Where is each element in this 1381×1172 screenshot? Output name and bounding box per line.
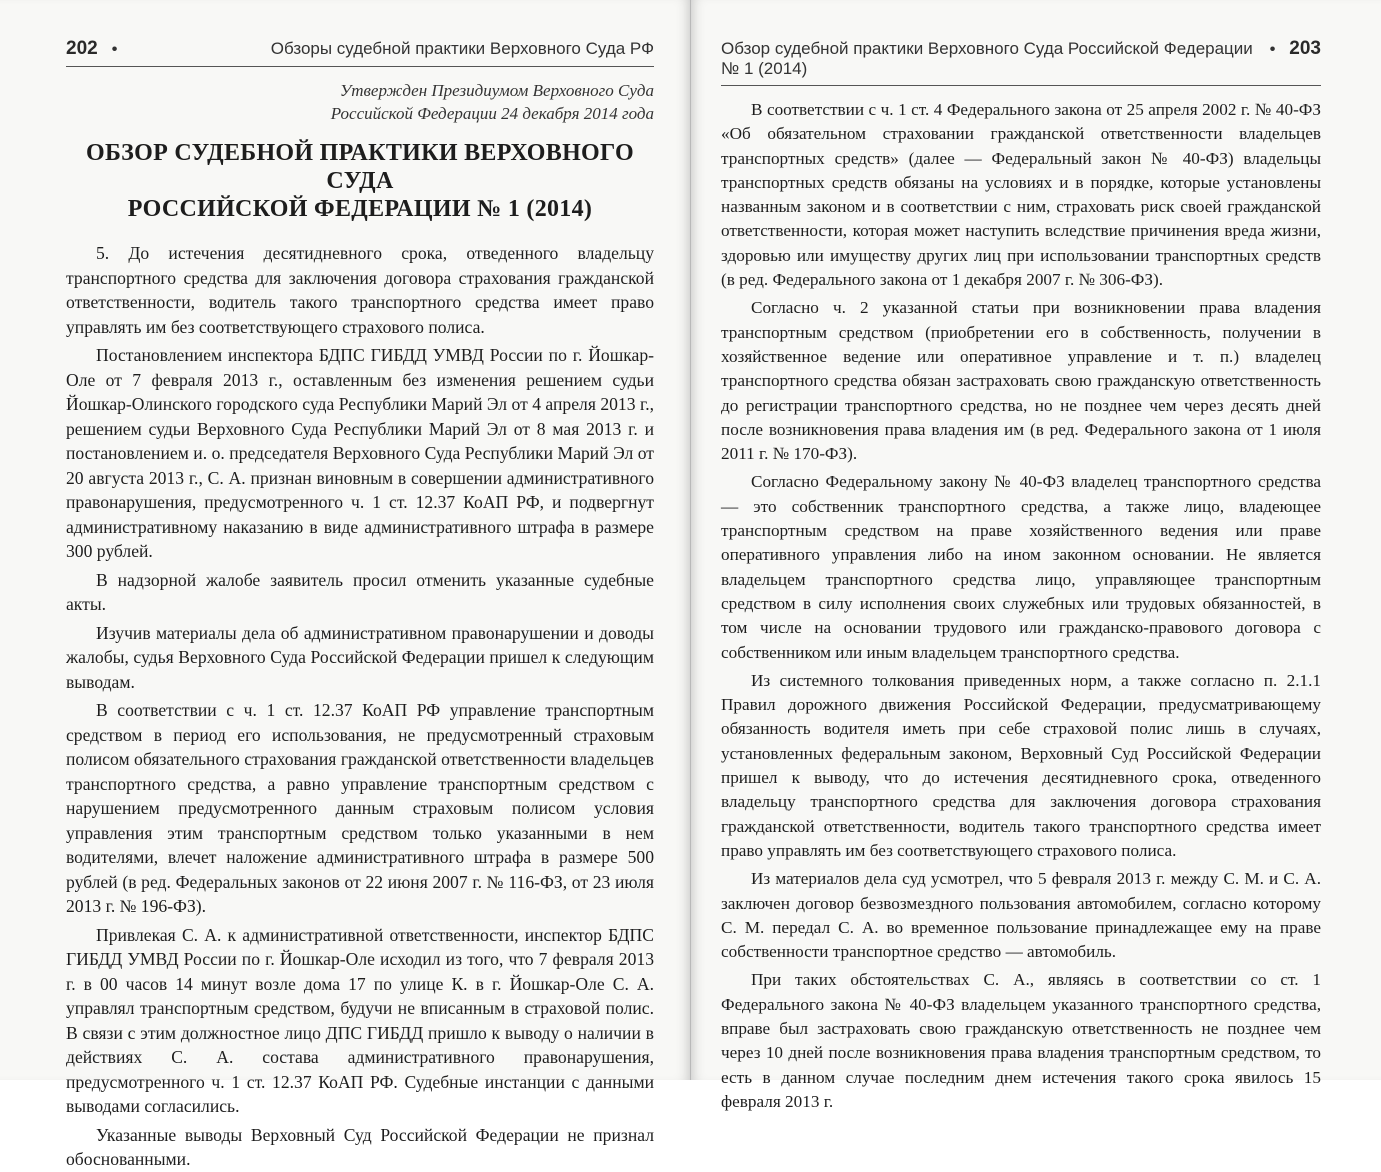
approval-note [66, 79, 654, 125]
paragraph: При таких обстоятельствах С. А., являясь в соответствии со ст. 1 Федерального закона № 40-ФЗ владельцем указанного транспортного средства, вправе был застраховать свою гражданскую ответственность не позднее чем через 10 дней после возникновения права владения транспортным средством, то есть в данном случае последним днем истечения такого срока явилось 15 февраля 2013 г. [721, 970, 1321, 1111]
header-bullet: • [111, 41, 118, 58]
paragraph: Изучив материалы дела об административном правонарушении и доводы жалобы, судья Верховного Суда Российской Федерации пришел к следующим выводам. [66, 622, 654, 692]
title-line: РОССИЙСКОЙ ФЕДЕРАЦИИ № 1 (2014) [127, 196, 593, 222]
paragraph: В соответствии с ч. 1 ст. 12.37 КоАП РФ управление транспортным средством в период его использования, не предусмотренный страховым полисом обязательного страхования гражданской ответственности владельцев транспортного средства, а равно управление транспортным средством с нарушением предусмотренного данным страховым полисом условия управления этим транспортным средством только указанными в нем водителями, влечет наложение административного штрафа в размере 500 рублей (в ред. Федеральных законов от 22 июня 2007 г. № 116-ФЗ, от 23 июля 2013 г. № 196-ФЗ). [66, 700, 654, 916]
paragraph: Из системного толкования приведенных норм, а также согласно п. 2.1.1 Правил дорожного движения Российской Федерации, предусматривающему обязанность водителя иметь при себе страховой полис лишь в случаях, установленных федеральным законом, Верховный Суд Российской Федерации пришел к выводу, что до истечения десятидневного срока, отведенного владельцу транспортного средства для заключения договора страхования гражданской ответственности, водитель такого транспортного средства имеет право управлять им без соответствующего страхового полиса. [721, 670, 1321, 860]
page-body [66, 241, 654, 1172]
paragraph: 5. До истечения десятидневного срока, отведенного владельцу транспортного средства для заключения договора страхования гражданской ответственности, водитель такого транспортного средства имеет право управлять им без соответствующего страхового полиса. [66, 243, 654, 337]
page-body [721, 98, 1321, 1114]
paragraph: В соответствии с ч. 1 ст. 4 Федерального закона от 25 апреля 2002 г. № 40-ФЗ «Об обязательном страховании гражданской ответственности владельцев транспортных средств» (далее — Федеральный закон № 40-ФЗ) владельцы транспортных средств обязаны на условиях и в порядке, которые установлены названным законом и в соответствии с ним, страховать риск своей гражданской ответственности, которая может наступить вследствие причинения вреда жизни, здоровью или имуществу других лиц при использовании транспортных средств (в ред. Федерального закона от 1 декабря 2007 г. № 306-ФЗ). [721, 100, 1321, 290]
running-title: Обзоры судебной практики Верховного Суда РФ [270, 39, 654, 58]
paragraph: Привлекая С. А. к административной ответственности, инспектор БДПС ГИБДД УМВД России по г. Йошкар-Оле исходил из того, что 7 февраля 2013 г. в 00 часов 14 минут возле дома 17 по улице К. в г. Йошкар-Оле С. А. управлял транспортным средством, будучи не вписанным в страховой полис. В связи с этим должностное лицо ДПС ГИБДД пришло к выводу о наличии в действиях С. А. состава административного правонарушения, предусмотренного ч. 1 ст. 12.37 КоАП РФ. Судебные инстанции с данными выводами согласились. [66, 924, 654, 1116]
left-page [0, 0, 690, 1169]
paragraph: Постановлением инспектора БДПС ГИБДД УМВД России по г. Йошкар-Оле от 7 февраля 2013 г., оставленным без изменения решением судьи Йошкар-Олинского городского суда Республики Марий Эл от 4 апреля 2013 г., решением судьи Верховного Суда Республики Марий Эл от 8 мая 2013 г. и постановлением и. о. председателя Верховного Суда Республики Марий Эл от 20 августа 2013 г., С. А. признан виновным в совершении административного правонарушения, предусмотренного ч. 1 ст. 12.37 КоАП РФ, и подвергнут административному наказанию в виде административного штрафа в размере 300 рублей. [66, 345, 654, 561]
page-header [66, 38, 654, 67]
paragraph: Указанные выводы Верховный Суд Российской Федерации не признал обоснованными. [66, 1124, 654, 1169]
approval-line: Российской Федерации 24 декабря 2014 года [330, 104, 654, 123]
title-line: ОБЗОР СУДЕБНОЙ ПРАКТИКИ ВЕРХОВНОГО СУДА [86, 140, 634, 194]
approval-line: Утвержден Президиумом Верховного Суда [339, 81, 654, 100]
document-title [66, 139, 654, 223]
paragraph: Из материалов дела суд усмотрел, что 5 февраля 2013 г. между С. М. и С. А. заключен договор безвозмездного пользования автомобилем, согласно которому С. М. передал С. А. во временное пользование принадлежащее ему на праве собственности транспортное средство — автомобиль. [721, 869, 1321, 962]
paragraph: Согласно Федеральному закону № 40-ФЗ владелец транспортного средства — это собственник транспортного средства, а также лицо, владеющее транспортным средством на праве хозяйственного ведения или праве оперативного управления либо на ином законном основании. Не является владельцем транспортного средства лицо, управляющее транспортным средством в силу исполнения своих служебных или трудовых обязанностей, в том числе на основании трудового или гражданско-правового договора с собственником или иным владельцем транспортного средства. [721, 472, 1321, 662]
page-header [721, 38, 1321, 86]
paragraph: Согласно ч. 2 указанной статьи при возникновении права владения транспортным средством (приобретении его в собственность, получении в хозяйственное ведение или оперативное управление и т. п.) владелец транспортного средства обязан застраховать свою гражданскую ответственность до регистрации транспортного средства, но не позднее чем через десять дней после возникновения права владения им (в ред. Федерального закона от 1 июля 2011 г. № 170-ФЗ). [721, 298, 1321, 464]
page-number: 202 [66, 38, 98, 59]
right-page [690, 0, 1381, 1111]
running-title: Обзор судебной практики Верховного Суда Российской Федерации № 1 (2014) [721, 39, 1253, 78]
header-bullet: • [1269, 41, 1276, 58]
paragraph: В надзорной жалобе заявитель просил отменить указанные судебные акты. [66, 569, 654, 614]
page-number: 203 [1289, 38, 1321, 59]
